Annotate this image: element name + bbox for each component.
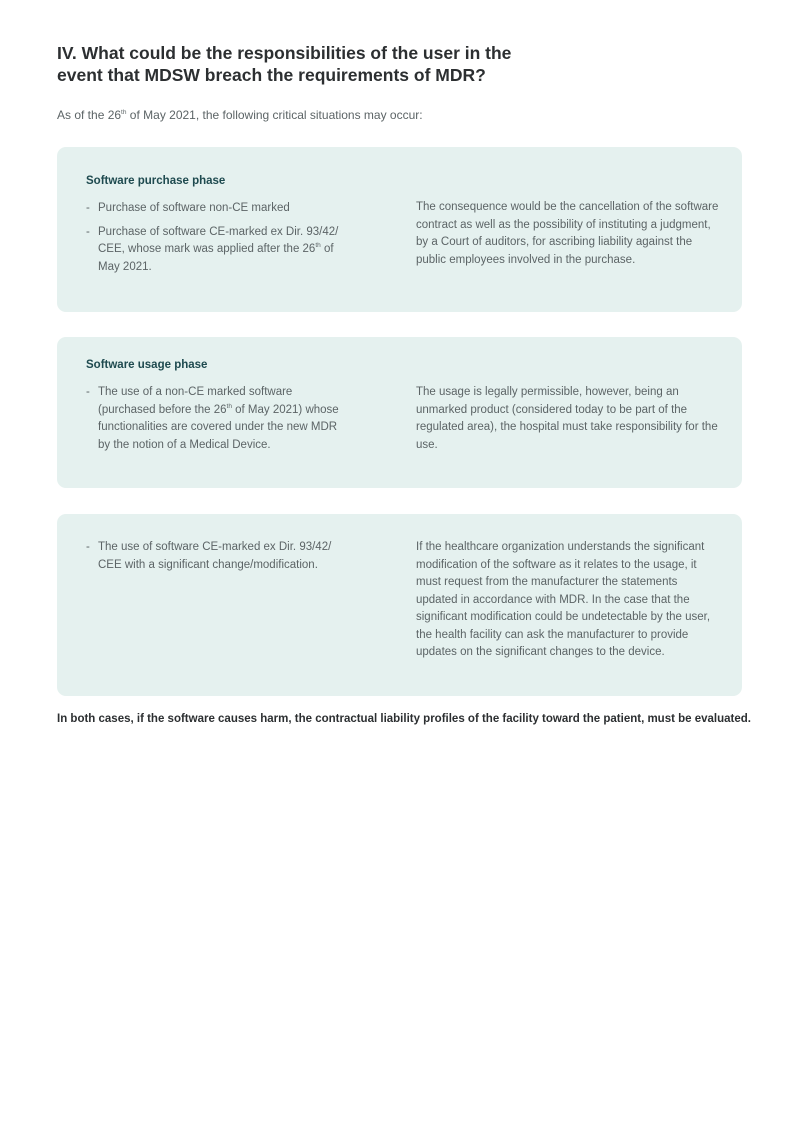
purchase-phase-list xyxy=(86,200,346,282)
dash-bullet: - xyxy=(86,225,90,238)
usage-phase-panel xyxy=(57,337,742,488)
usage-phase-heading: Software usage phase xyxy=(86,359,208,371)
usage-item-non-ce xyxy=(86,384,346,454)
intro-ordinal-suffix: th xyxy=(121,109,127,116)
purchase-phase-panel xyxy=(57,147,742,312)
purchase-item-ce-marked xyxy=(86,224,346,277)
purchase-item-non-ce-text: Purchase of software non-CE marked xyxy=(98,202,290,214)
modification-panel xyxy=(57,514,742,696)
intro-text xyxy=(57,107,423,123)
modification-consequence-text: If the healthcare organization understands the significant modification of the software as it relates to the usage, it must request from the manufacturer the statements updated in accordance with MDR. In the case that the significant modification could be undetectable by the user, the health facility can ask the manufacturer to provide updates on the significant changes to the device. xyxy=(416,541,711,658)
dash-bullet: - xyxy=(86,386,90,398)
intro-text-end: of May 2021, the following critical situations may occur: xyxy=(126,108,423,122)
usage-item-text-start: The use of a non-CE marked software (purchased before the 26 xyxy=(98,386,293,416)
modification-item xyxy=(86,539,346,574)
page-title: IV. What could be the responsibilities of the user in the event that MDSW breach the requirements of MDR? xyxy=(57,43,512,85)
usage-item-text-end: of May 2021) whose functionalities are covered under the new MDR by the notion of a Medical Device. xyxy=(98,403,339,451)
purchase-consequence-text: The consequence would be the cancellation of the software contract as well as the possibility of instituting a judgment, by a Court of auditors, for ascribing liability against the public employees involved in the purchase. xyxy=(416,201,719,266)
liability-note: In both cases, if the software causes harm, the contractual liability profiles of the facility toward the patient, must be evaluated. xyxy=(57,713,751,725)
intro-text-start: As of the 26 xyxy=(57,108,122,122)
purchase-item-non-ce xyxy=(86,200,346,218)
usage-phase-list xyxy=(86,384,346,460)
purchase-item-ce-text-start: Purchase of software CE-marked ex Dir. 93/42/ CEE, whose mark was applied after the 26 xyxy=(98,225,339,255)
modification-item-text: The use of software CE-marked ex Dir. 93/42/ CEE with a significant change/modification. xyxy=(98,541,332,571)
dash-bullet: - xyxy=(86,202,90,214)
modification-list xyxy=(86,539,346,580)
purchase-phase-heading: Software purchase phase xyxy=(86,175,226,187)
purchase-item-ordinal-suffix: th xyxy=(315,242,321,249)
dash-bullet: - xyxy=(86,541,90,553)
purchase-item-ce-text-end: of May 2021. xyxy=(98,243,334,273)
usage-item-ordinal-suffix: th xyxy=(226,402,232,410)
usage-consequence-text: The usage is legally permissible, however, being an unmarked product (considered today to be part of the regulated area), the hospital must take responsibility for the use. xyxy=(416,386,718,451)
